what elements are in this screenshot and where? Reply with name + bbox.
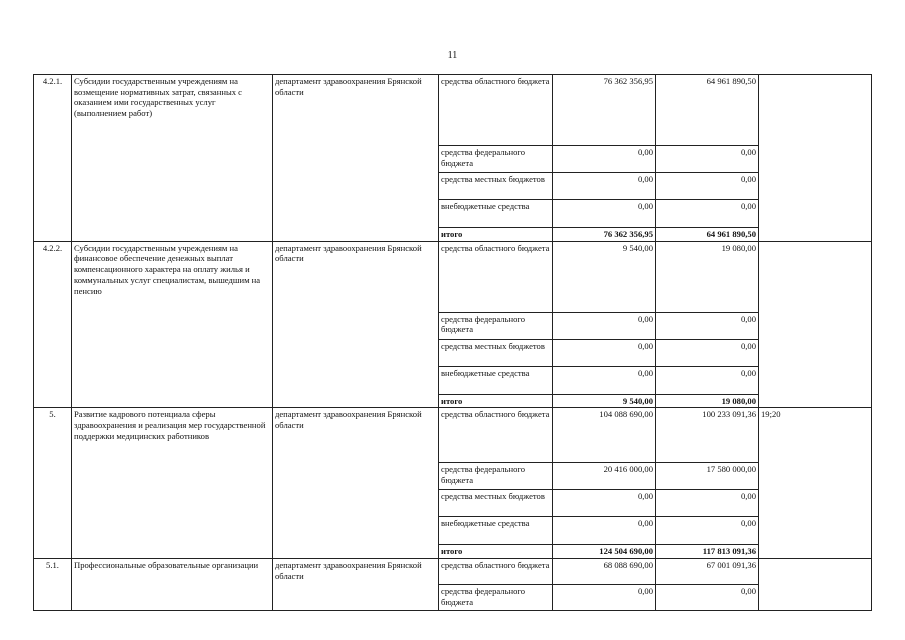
amount-1: 0,00 [553, 366, 656, 394]
page-number: 11 [447, 50, 458, 61]
event-name: Профессиональные образовательные организации [72, 559, 273, 611]
event-name: Развитие кадрового потенциала сферы здравоохранения и реализация мер государственной поддержки медицинских работников [72, 408, 273, 559]
funding-source: средства федерального бюджета [439, 312, 553, 339]
amount-2: 19 080,00 [656, 241, 759, 312]
funding-source: средства местных бюджетов [439, 173, 553, 200]
executor: департамент здравоохранения Брянской области [273, 75, 439, 242]
total-amount-2: 117 813 091,36 [656, 545, 759, 559]
funding-source: внебюджетные средства [439, 200, 553, 228]
total-amount-2: 64 961 890,50 [656, 228, 759, 242]
amount-2: 64 961 890,50 [656, 75, 759, 146]
amount-1: 68 088 690,00 [553, 559, 656, 585]
funding-source: средства местных бюджетов [439, 490, 553, 517]
amount-2: 0,00 [656, 490, 759, 517]
amount-2: 0,00 [656, 517, 759, 545]
amount-1: 0,00 [553, 200, 656, 228]
funding-source: средства федерального бюджета [439, 463, 553, 490]
executor: департамент здравоохранения Брянской области [273, 408, 439, 559]
amount-1: 0,00 [553, 490, 656, 517]
amount-2: 0,00 [656, 200, 759, 228]
table-row [34, 241, 872, 312]
total-label: итого [439, 394, 553, 408]
amount-1: 76 362 356,95 [553, 75, 656, 146]
amount-2: 0,00 [656, 366, 759, 394]
indicator-ref: 19;20 [759, 408, 872, 559]
funding-source: средства областного бюджета [439, 559, 553, 585]
funding-source: средства федерального бюджета [439, 146, 553, 173]
executor: департамент здравоохранения Брянской области [273, 241, 439, 408]
amount-2: 17 580 000,00 [656, 463, 759, 490]
row-number: 5.1. [34, 559, 72, 611]
total-amount-2: 19 080,00 [656, 394, 759, 408]
indicator-ref [759, 241, 872, 408]
amount-2: 0,00 [656, 146, 759, 173]
amount-1: 104 088 690,00 [553, 408, 656, 463]
table-row [34, 408, 872, 463]
amount-1: 0,00 [553, 339, 656, 366]
event-name: Субсидии государственным учреждениям на финансовое обеспечение денежных выплат компенсационного характера на оплату жилья и коммунальных услуг специалистам, вышедшим на пенсию [72, 241, 273, 408]
funding-source: средства областного бюджета [439, 241, 553, 312]
total-label: итого [439, 545, 553, 559]
amount-1: 0,00 [553, 585, 656, 611]
row-number: 4.2.1. [34, 75, 72, 242]
amount-1: 0,00 [553, 146, 656, 173]
table-row [34, 559, 872, 585]
amount-1: 0,00 [553, 517, 656, 545]
amount-2: 100 233 091,36 [656, 408, 759, 463]
amount-2: 0,00 [656, 173, 759, 200]
row-number: 5. [34, 408, 72, 559]
indicator-ref [759, 75, 872, 242]
table-row [34, 75, 872, 146]
row-number: 4.2.2. [34, 241, 72, 408]
funding-source: внебюджетные средства [439, 366, 553, 394]
amount-2: 0,00 [656, 339, 759, 366]
budget-table [33, 74, 872, 611]
amount-2: 0,00 [656, 585, 759, 611]
amount-2: 67 001 091,36 [656, 559, 759, 585]
funding-source: внебюджетные средства [439, 517, 553, 545]
funding-source: средства федерального бюджета [439, 585, 553, 611]
amount-1: 20 416 000,00 [553, 463, 656, 490]
funding-source: средства областного бюджета [439, 75, 553, 146]
total-label: итого [439, 228, 553, 242]
amount-1: 0,00 [553, 173, 656, 200]
funding-source: средства областного бюджета [439, 408, 553, 463]
event-name: Субсидии государственным учреждениям на возмещение нормативных затрат, связанных с оказанием ими государственных услуг (выполнением работ) [72, 75, 273, 242]
executor: департамент здравоохранения Брянской области [273, 559, 439, 611]
amount-1: 9 540,00 [553, 241, 656, 312]
total-amount-1: 76 362 356,95 [553, 228, 656, 242]
funding-source: средства местных бюджетов [439, 339, 553, 366]
indicator-ref [759, 559, 872, 611]
amount-1: 0,00 [553, 312, 656, 339]
amount-2: 0,00 [656, 312, 759, 339]
total-amount-1: 124 504 690,00 [553, 545, 656, 559]
total-amount-1: 9 540,00 [553, 394, 656, 408]
